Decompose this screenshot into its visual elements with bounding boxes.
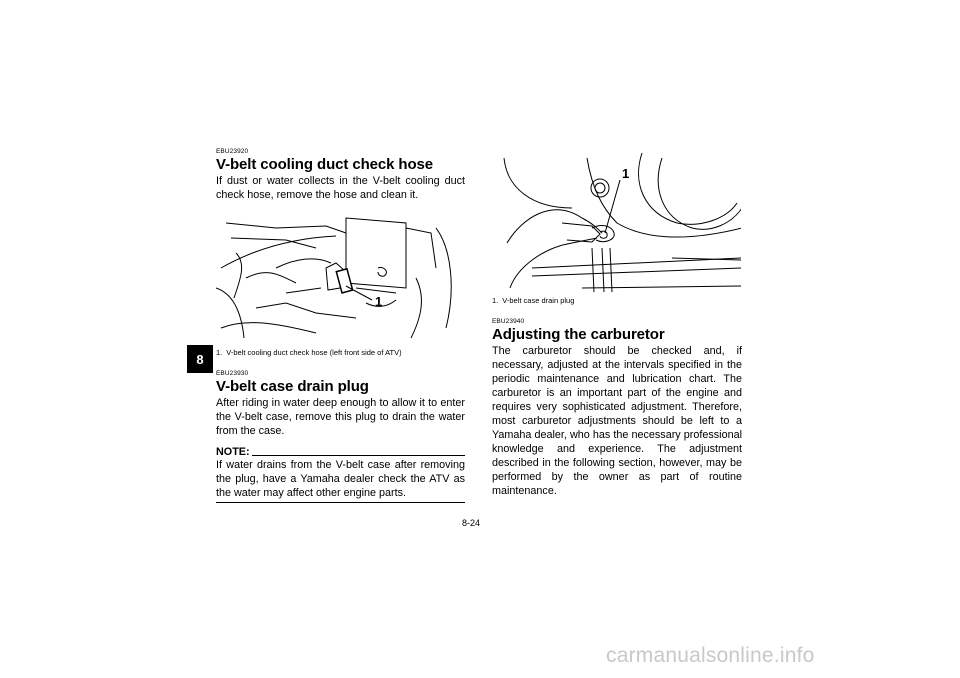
drain-plug-illustration bbox=[492, 148, 741, 292]
callout-1: 1 bbox=[375, 294, 383, 309]
figure-drain-plug bbox=[492, 148, 741, 292]
section-title: V-belt cooling duct check hose bbox=[216, 156, 434, 173]
section-body: The carburetor should be checked and, if necessary, adjusted at the intervals specified in the periodic maintenance and lubrication chart. The carburetor is an important part of the engine and requires very sophisticated adjustment. Therefore, most carburetor adjustments should be left to a Yamaha dealer, who has the necessary professional knowledge and experience. The adjustment described in the following section, however, may be performed by the owner as part of routine maintenance. bbox=[492, 345, 742, 497]
figure-caption bbox=[492, 296, 742, 306]
figure-caption bbox=[216, 348, 465, 358]
note-label: NOTE: bbox=[216, 446, 250, 458]
caption-text: V-belt cooling duct check hose (left front side of ATV) bbox=[226, 348, 402, 357]
chapter-tab: 8 bbox=[187, 345, 213, 373]
figure-cooling-duct-hose bbox=[216, 208, 465, 344]
section-code: EBU23920 bbox=[216, 148, 249, 155]
section-body: After riding in water deep enough to allow it to enter the V-belt case, remove this plug to drain the water from the case. bbox=[216, 397, 465, 437]
section-title: V-belt case drain plug bbox=[216, 378, 369, 395]
caption-number: 1. bbox=[492, 296, 499, 305]
note-rule bbox=[252, 455, 465, 456]
cooling-duct-illustration bbox=[216, 208, 465, 344]
section-body: If dust or water collects in the V-belt cooling duct check hose, remove the hose and clean it. bbox=[216, 175, 465, 201]
caption-text: V-belt case drain plug bbox=[502, 296, 575, 305]
right-column bbox=[492, 148, 742, 498]
note-end-rule bbox=[216, 502, 465, 503]
section-code: EBU23930 bbox=[216, 370, 249, 377]
section-code: EBU23940 bbox=[492, 318, 525, 325]
caption-number: 1. bbox=[216, 348, 223, 357]
watermark: carmanualsonline.info bbox=[606, 644, 815, 667]
left-column bbox=[216, 148, 465, 503]
page-number: 8-24 bbox=[462, 518, 481, 528]
note-text: If water drains from the V-belt case after removing the plug, have a Yamaha dealer check the ATV as the water may affect other engine parts. bbox=[216, 459, 465, 499]
section-title: Adjusting the carburetor bbox=[492, 326, 665, 343]
callout-1: 1 bbox=[622, 166, 630, 181]
note-header bbox=[216, 446, 465, 458]
